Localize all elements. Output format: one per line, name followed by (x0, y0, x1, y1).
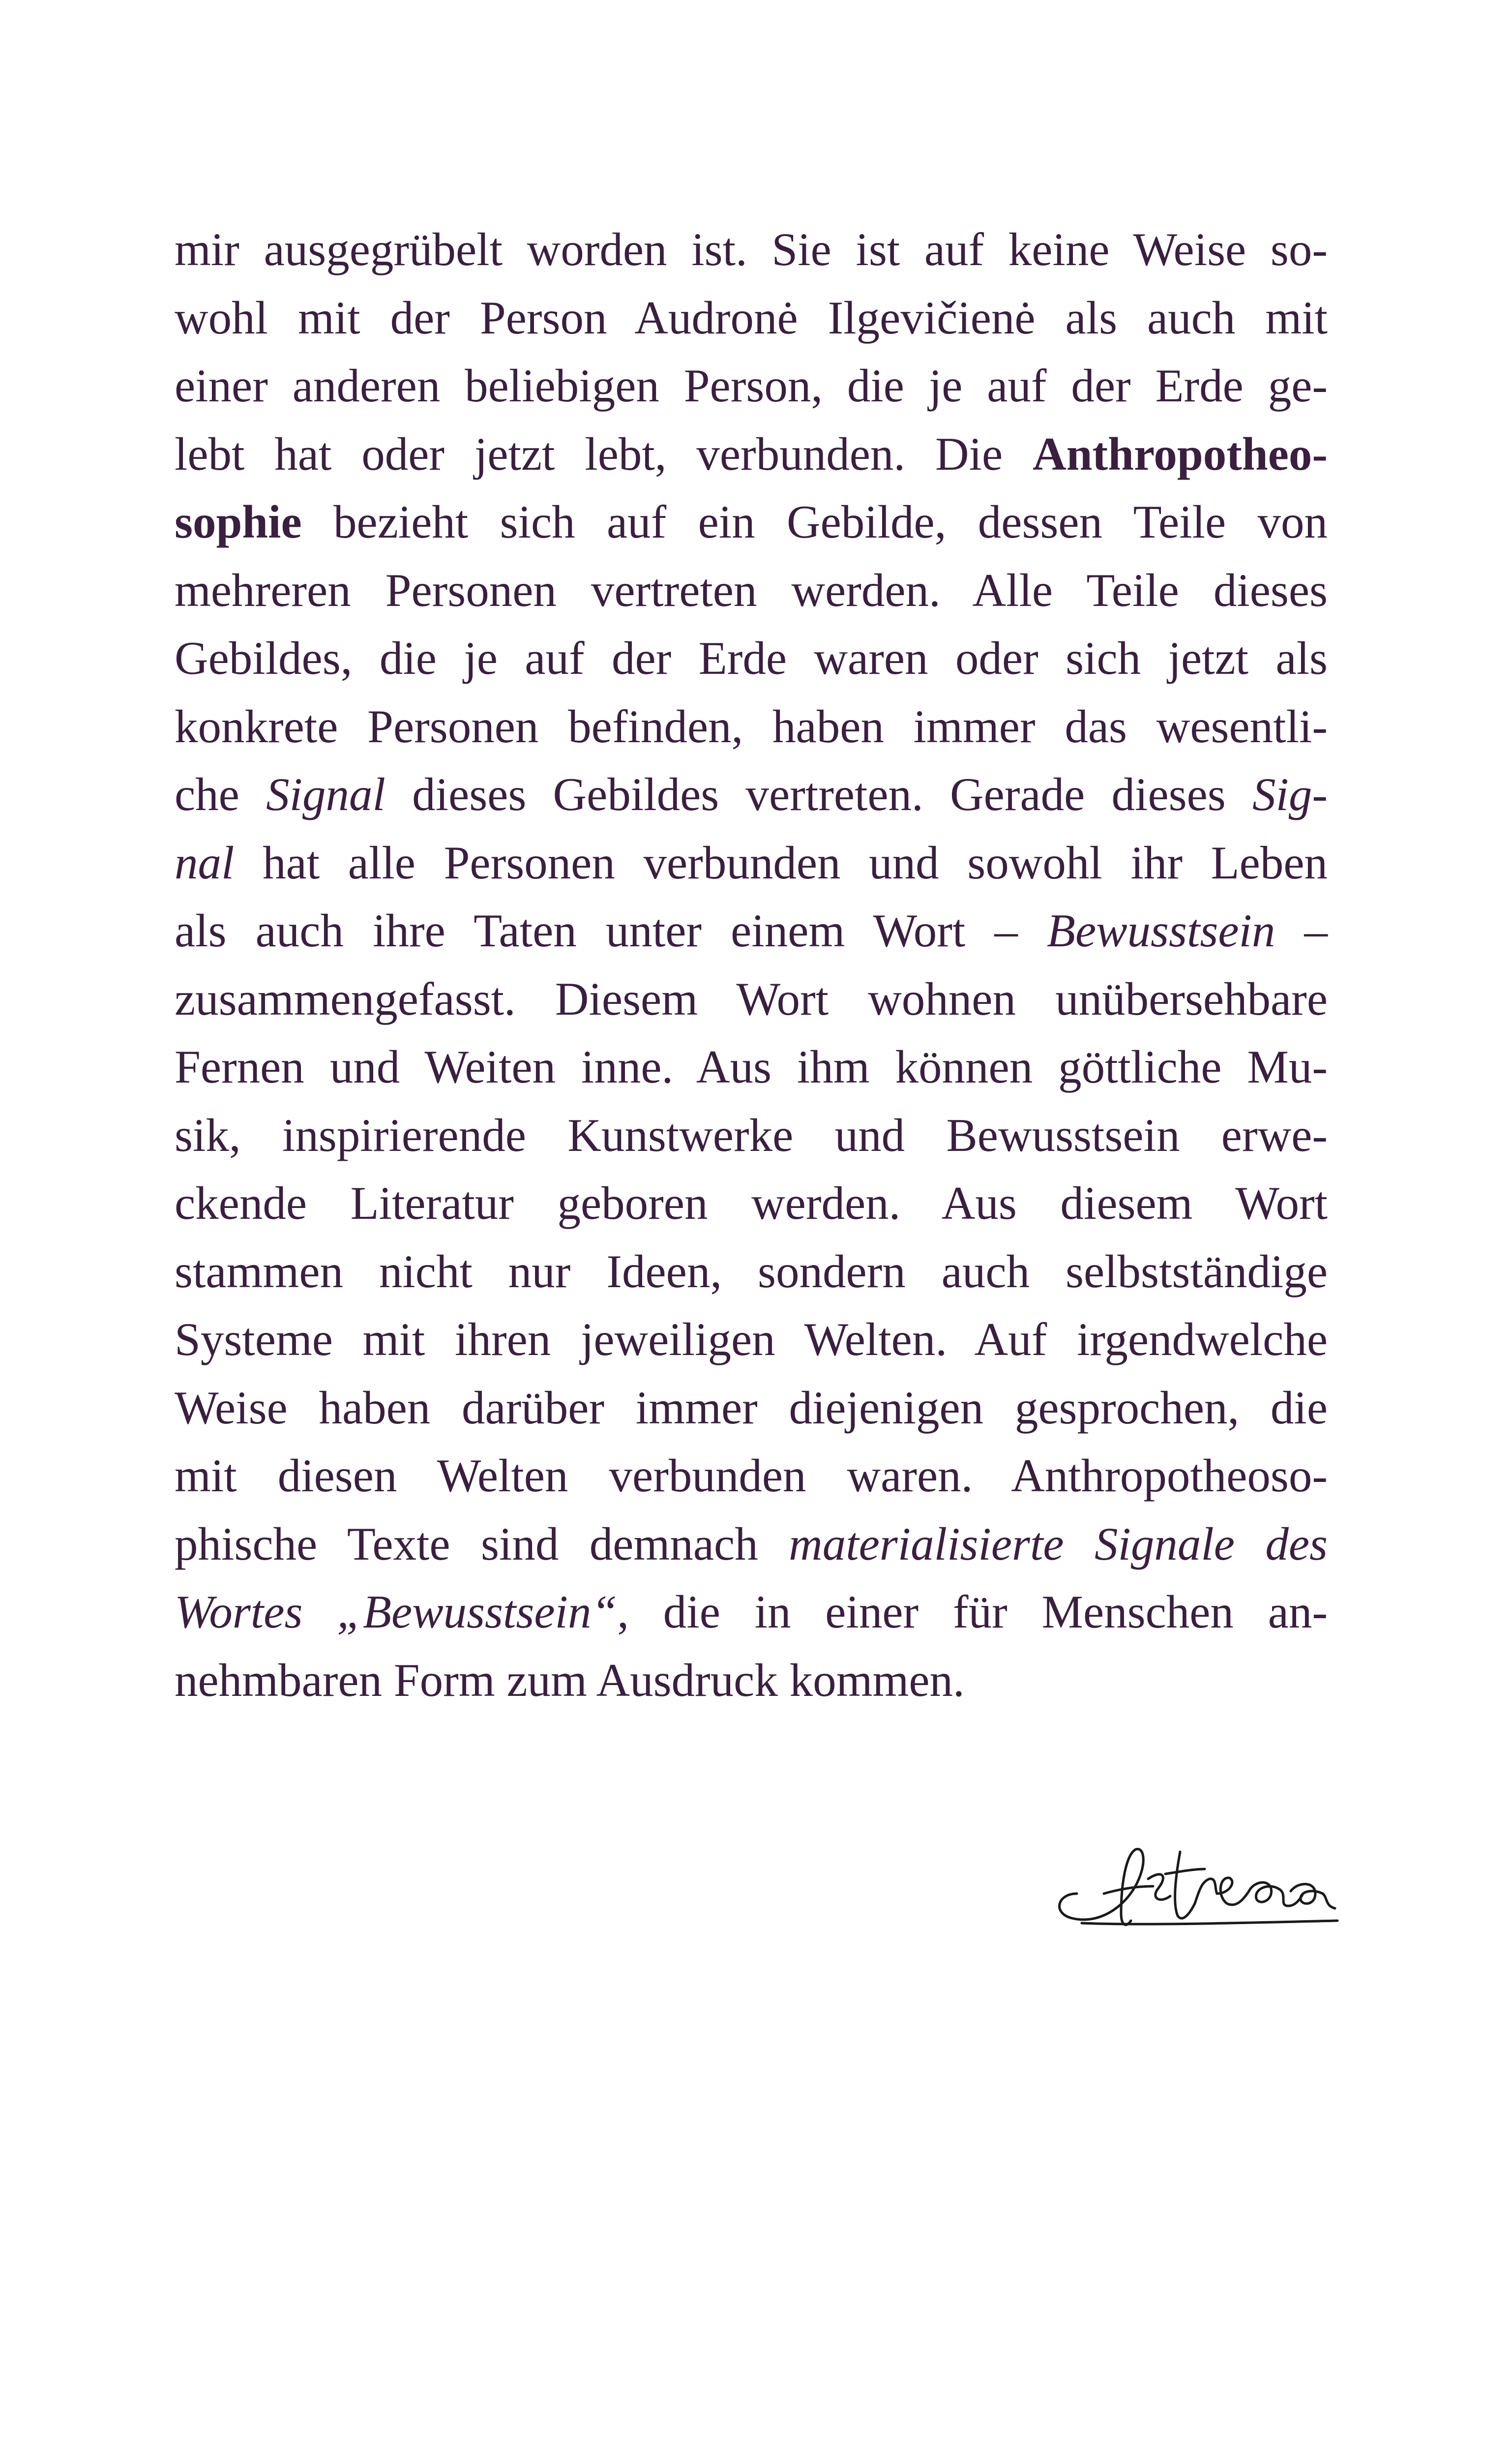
text-line (175, 420, 1328, 488)
text-line (175, 556, 1328, 625)
text-run: lebt hat oder jetzt lebt, verbunden. Die (175, 427, 1033, 480)
text-line (175, 284, 1328, 352)
text-run: als auch ihre Taten unter einem Wort – (175, 905, 1047, 957)
text-run: einer anderen beliebigen Person, die je auf der Erde ge- (175, 360, 1328, 412)
text-line (175, 760, 1328, 829)
text-line (175, 1169, 1328, 1237)
italic-term: materialisierte Signale des (789, 1517, 1328, 1570)
text-run: wohl mit der Person Audronė Ilgevičienė als auch mit (175, 291, 1328, 344)
text-line (175, 215, 1328, 284)
text-line (175, 1305, 1328, 1374)
text-line (175, 624, 1328, 693)
italic-term: Wortes „Bewusstsein“ (175, 1586, 618, 1638)
text-run: phische Texte sind demnach (175, 1517, 789, 1570)
text-line (175, 1646, 1328, 1715)
text-run: Fernen und Weiten inne. Aus ihm können göttliche Mu- (175, 1041, 1328, 1093)
text-line (175, 352, 1328, 420)
text-run: mit diesen Welten verbunden waren. Anthropotheoso- (175, 1449, 1328, 1502)
bold-term: Anthropotheo- (1033, 427, 1328, 480)
text-run: sik, inspirierende Kunstwerke und Bewusstsein erwe- (175, 1109, 1328, 1161)
text-line (175, 1374, 1328, 1442)
text-line (175, 897, 1328, 965)
text-line (175, 1033, 1328, 1101)
text-line (175, 488, 1328, 556)
text-run: , die in einer für Menschen an- (617, 1586, 1328, 1638)
text-run: stammen nicht nur Ideen, sondern auch selbstständige (175, 1245, 1328, 1297)
text-run: mir ausgegrübelt worden ist. Sie ist auf keine Weise so- (175, 223, 1328, 275)
handwritten-signature (1047, 1820, 1342, 1948)
text-run: Weise haben darüber immer diejenigen gesprochen, die (175, 1381, 1328, 1434)
text-run: Gebildes, die je auf der Erde waren oder sich jetzt als (175, 632, 1328, 684)
italic-term: Signal (266, 768, 385, 820)
text-line (175, 965, 1328, 1033)
text-line (175, 1578, 1328, 1646)
text-run: zusammengefasst. Diesem Wort wohnen unübersehbare (175, 972, 1328, 1025)
text-line (175, 829, 1328, 897)
text-line (175, 693, 1328, 761)
text-run: dieses Gebildes vertreten. Gerade dieses (385, 768, 1252, 820)
italic-term: Sig- (1252, 768, 1328, 820)
text-run: che (175, 768, 267, 820)
text-run: nehmbaren Form zum Ausdruck kommen. (175, 1654, 965, 1706)
body-paragraph (175, 215, 1328, 1714)
text-run: konkrete Personen befinden, haben immer das wesentli- (175, 700, 1328, 753)
text-line (175, 1510, 1328, 1578)
italic-term: Bewusstsein (1046, 905, 1275, 957)
italic-term: nal (175, 836, 235, 889)
signature-astrea-image (1047, 1820, 1342, 1948)
bold-term: sophie (175, 496, 302, 548)
text-run: mehreren Personen vertreten werden. Alle Teile dieses (175, 564, 1328, 616)
text-line (175, 1442, 1328, 1510)
text-run: bezieht sich auf ein Gebilde, dessen Teile von (301, 496, 1328, 548)
text-run: ckende Literatur geboren werden. Aus diesem Wort (175, 1177, 1328, 1229)
text-run: Systeme mit ihren jeweiligen Welten. Auf irgendwelche (175, 1313, 1328, 1365)
text-run: hat alle Personen verbunden und sowohl ihr Leben (234, 836, 1328, 889)
text-line (175, 1101, 1328, 1170)
text-line (175, 1237, 1328, 1306)
text-run: – (1275, 905, 1328, 957)
